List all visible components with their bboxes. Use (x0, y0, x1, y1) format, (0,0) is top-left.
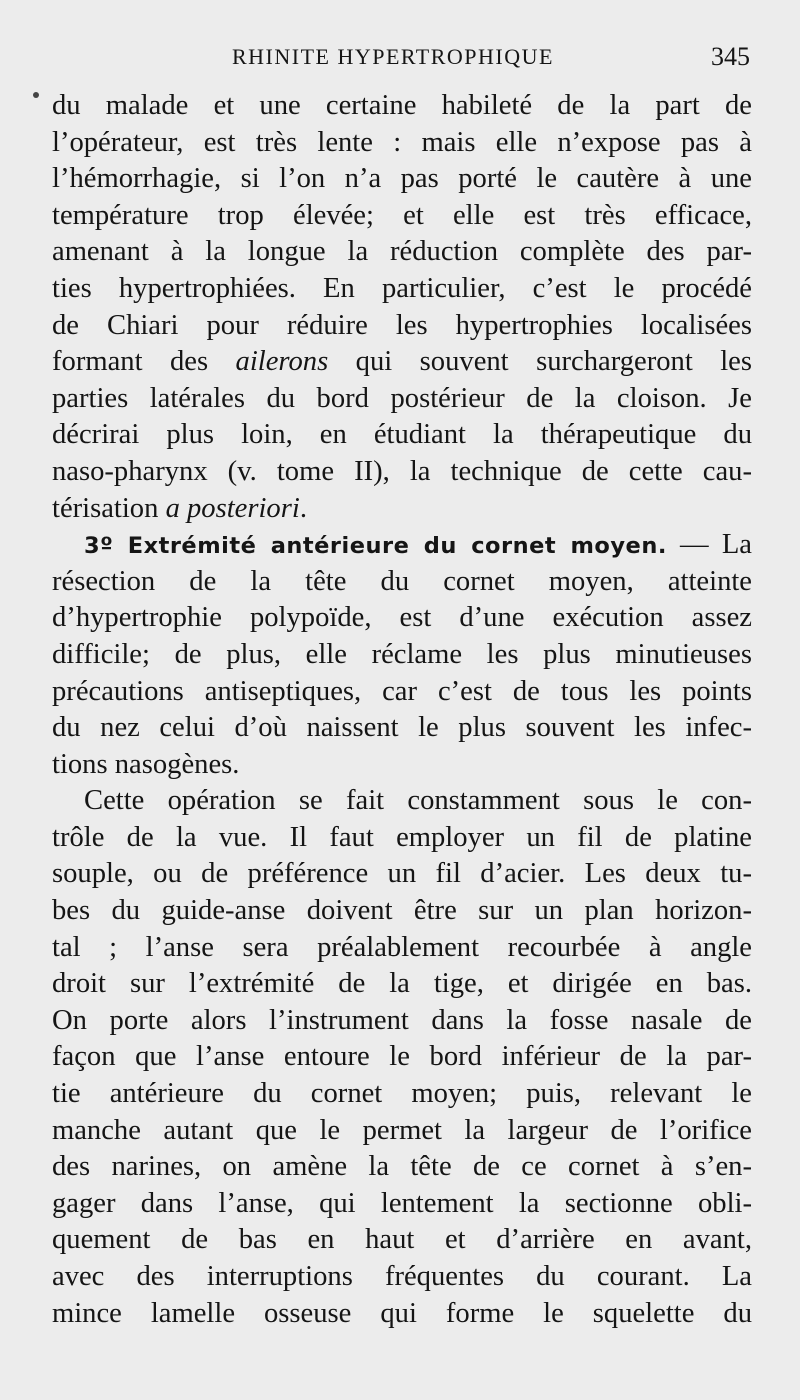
text-line: tie antérieure du cornet moyen; puis, relevant le (52, 1078, 752, 1110)
text-line: température trop élevée; et elle est très efficace, (52, 199, 752, 231)
text-line: parties latérales du bord postérieur de la cloison. Je (52, 382, 752, 414)
text-line: naso-pharynx (v. tome II), la technique de cette cau- (52, 455, 752, 487)
text-line: du malade et une certaine habileté de la part de (52, 90, 752, 121)
text-run: — La (666, 529, 752, 561)
ink-speck (33, 92, 39, 98)
section-heading-line (52, 527, 752, 564)
text-line: des narines, on amène la tête de ce cornet à s’en- (52, 1151, 752, 1183)
text-line: bes du guide-anse doivent être sur un plan horizon- (52, 895, 752, 927)
text-line: de Chiari pour réduire les hypertrophies localisées (52, 309, 752, 341)
italic-term: a posteriori (165, 492, 300, 524)
text-line: résection de la tête du cornet moyen, atteinte (52, 565, 752, 597)
text-line: difficile; de plus, elle réclame les plus minutieuses (52, 638, 752, 670)
text-line: souple, ou de préférence un fil d’acier. Les deux tu- (52, 858, 752, 890)
text-line: tions nasogènes. (52, 748, 240, 780)
text-line: amenant à la longue la réduction complète des par- (52, 236, 752, 268)
text-line: trôle de la vue. Il faut employer un fil de platine (52, 821, 752, 853)
text-line: précautions antiseptiques, car c’est de tous les points (52, 675, 752, 707)
running-title: RHINITE HYPERTROPHIQUE (232, 44, 554, 69)
text-line: droit sur l’extrémité de la tige, et dirigée en bas. (52, 968, 752, 1000)
text-line: l’hémorrhagie, si l’on n’a pas porté le cautère à une (52, 163, 752, 195)
text-line: façon que l’anse entoure le bord inférieur de la par- (52, 1041, 752, 1073)
text-line: manche autant que le permet la largeur de l’orifice (52, 1114, 752, 1146)
text-line: gager dans l’anse, qui lentement la sectionne obli- (52, 1187, 752, 1219)
text-line: du nez celui d’où naissent le plus souvent les infec- (52, 712, 752, 744)
text-line: avec des interruptions fréquentes du courant. La (52, 1261, 752, 1292)
text-run: térisation (52, 492, 166, 524)
section-heading: 3º Extrémité antérieure du cornet moyen. (84, 533, 667, 560)
text-line: tal ; l’anse sera préalablement recourbée à angle (52, 931, 752, 963)
text-line (52, 344, 752, 381)
italic-term: ailerons (235, 346, 329, 378)
text-line: décrirai plus loin, en étudiant la thérapeutique du (52, 419, 752, 451)
text-line: mince lamelle osseuse qui forme le squelette du (52, 1297, 752, 1329)
text-line: ties hypertrophiées. En particulier, c’est le procédé (52, 272, 752, 304)
text-line: quement de bas en haut et d’arrière en avant, (52, 1224, 752, 1256)
body-text (52, 88, 752, 1332)
text-line (52, 491, 752, 528)
text-run: qui souvent surchargeront les (328, 346, 752, 378)
page-header (52, 44, 750, 80)
page-number: 345 (711, 42, 750, 71)
text-run: formant des (52, 346, 236, 378)
text-run: . (299, 492, 307, 524)
text-line: l’opérateur, est très lente : mais elle n’expose pas à (52, 126, 752, 158)
text-line: d’hypertrophie polypoïde, est d’une exécution assez (52, 602, 752, 634)
text-line: On porte alors l’instrument dans la fosse nasale de (52, 1004, 752, 1036)
text-line: Cette opération se fait constamment sous le con- (84, 785, 752, 817)
